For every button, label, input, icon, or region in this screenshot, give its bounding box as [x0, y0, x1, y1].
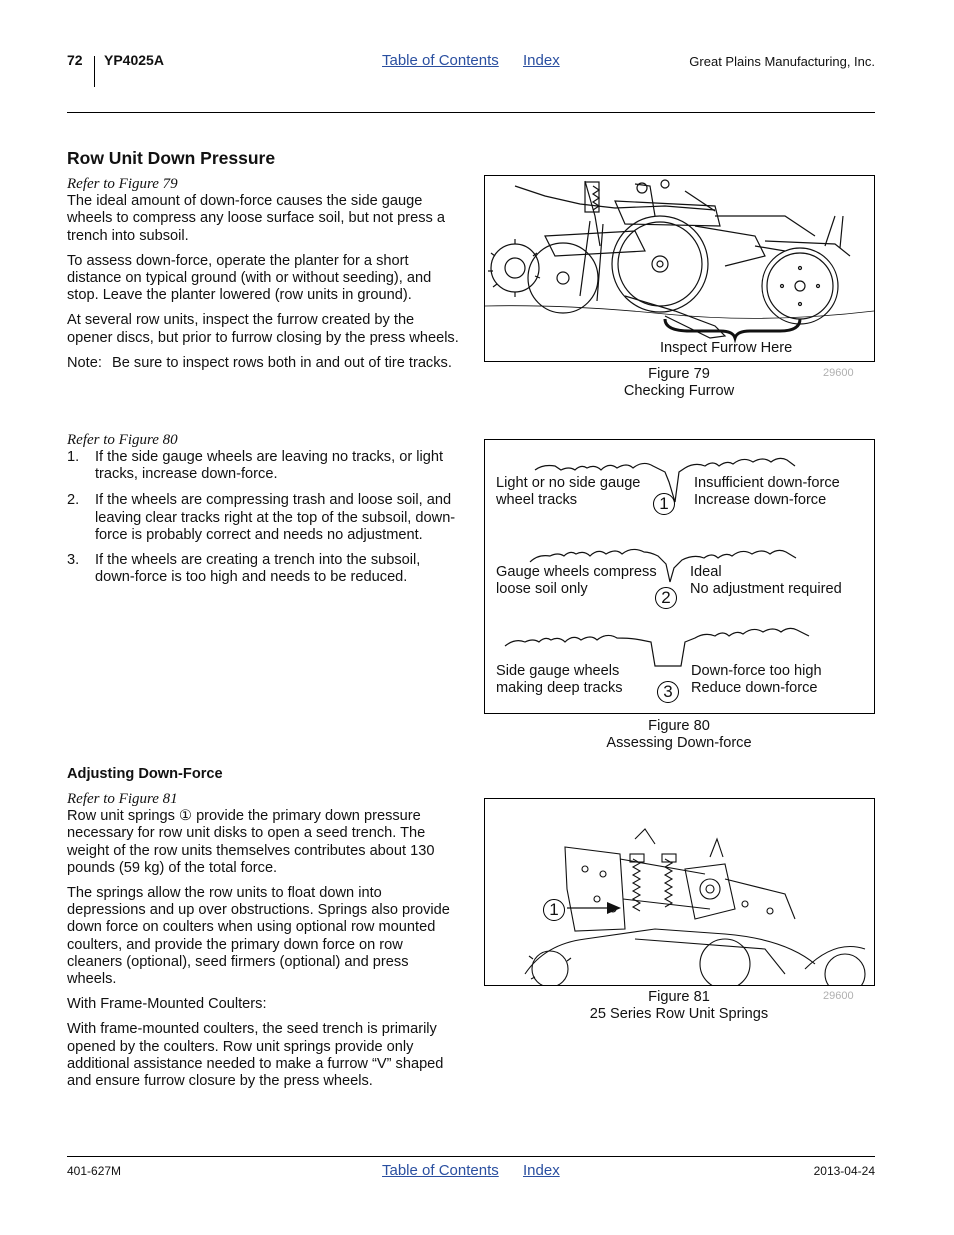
figure-caption: Checking Furrow [623, 383, 735, 400]
subsection-title: Adjusting Down-Force [67, 766, 223, 782]
note [67, 355, 459, 372]
page-number: 72 [67, 52, 83, 68]
header-divider [94, 56, 95, 87]
row2-right-line2: No adjustment required [690, 581, 842, 597]
part-number: 29600 [823, 990, 854, 1002]
figure-80-illustration [484, 439, 875, 714]
figure-number: Figure 80 [648, 718, 710, 734]
section-adjusting-down-force [67, 766, 459, 1090]
figure-81-illustration [484, 798, 875, 986]
row1-right-line1: Insufficient down-force [694, 475, 840, 491]
paragraph: To assess down-force, operate the planter for a short distance on typical ground (with or without seeding), and stop. Leave the planter lowered (row units in ground). [67, 252, 432, 304]
paragraph: The ideal amount of down-force causes the side gauge wheels to compress any loose surface soil, but not press a trench into subsoil. [67, 193, 446, 244]
adjustment-list [67, 449, 459, 586]
section-title: Row Unit Down Pressure [67, 148, 276, 168]
paragraph: With Frame-Mounted Coulters: [67, 996, 267, 1013]
section-row-unit-down-pressure [67, 150, 459, 372]
note-label: Note: [67, 354, 102, 371]
row3-left-line1: Side gauge wheels [496, 663, 620, 679]
paragraph: The springs allow the row units to float down into depressions and up over obstructions. Springs also provide down force on coulters when using optional row mounted coulters, and provide the primary down force on row cleaners (optional), seed firmers (optional) and press wheels. [67, 885, 450, 988]
row-unit-springs-drawing [485, 799, 874, 985]
row1-right-line2: Increase down-force [694, 492, 827, 508]
note-text: Be sure to inspect rows both in and out of tire tracks. [112, 354, 452, 371]
list-item: 2. If the wheels are compressing trash and loose soil, and leaving clear tracks right at the top of the subsoil, down-force is probably correct and needs no adjustment. [67, 492, 456, 543]
figure-reference: Refer to Figure 79 [67, 176, 178, 193]
callout-3: 3 [657, 679, 679, 703]
company-name: Great Plains Manufacturing, Inc. [689, 54, 875, 69]
figure-80-caption [484, 718, 874, 752]
row1-left-line2: wheel tracks [496, 492, 578, 508]
figure-caption: Assessing Down-force [606, 735, 752, 752]
callout-1: 1 [653, 491, 675, 515]
figure-79-caption [484, 366, 874, 400]
list-item: 1. If the side gauge wheels are leaving no tracks, or light tracks, increase down-force. [67, 449, 444, 483]
figure-caption: 25 Series Row Unit Springs [589, 1006, 769, 1023]
figure-81-caption [484, 989, 874, 1023]
footer-index-link[interactable]: Index [523, 1162, 560, 1179]
doc-date: 2013-04-24 [813, 1164, 875, 1178]
paragraph: With frame-mounted coulters, the seed trench is primarily opened by the coulters. Row unit springs provide only additional assistance needed to make a furrow “V” shaped and ensure furrow closure by the press wheels. [67, 1021, 444, 1090]
row2-left-line2: loose soil only [496, 581, 588, 597]
model-number: YP4025A [104, 52, 164, 68]
row2-left-line1: Gauge wheels compress [496, 564, 657, 580]
row3-right-line2: Reduce down-force [691, 680, 818, 696]
header-index-link[interactable]: Index [523, 52, 560, 69]
footer-rule [67, 1156, 875, 1157]
footer-toc-link[interactable]: Table of Contents [382, 1162, 499, 1179]
figure-reference: Refer to Figure 81 [67, 791, 178, 808]
inspect-furrow-label: Inspect Furrow Here [660, 340, 793, 356]
figure-number: Figure 81 [648, 989, 710, 1005]
paragraph: At several row units, inspect the furrow created by the opener discs, but prior to furrow closing by the press wheels. [67, 312, 459, 346]
row-unit-drawing [485, 176, 874, 361]
row3-right-line1: Down-force too high [691, 663, 822, 679]
row2-right-line1: Ideal [690, 564, 722, 580]
figure-reference: Refer to Figure 80 [67, 432, 178, 448]
list-item: 3. If the wheels are creating a trench into the subsoil, down-force is too high and needs to be reduced. [67, 552, 421, 586]
header-toc-link[interactable]: Table of Contents [382, 52, 499, 69]
header-rule [67, 112, 875, 113]
part-number: 29600 [823, 367, 854, 379]
figure-number: Figure 79 [648, 366, 710, 382]
row3-left-line2: making deep tracks [496, 680, 623, 696]
doc-number: 401-627M [67, 1164, 122, 1178]
callout-2: 2 [655, 585, 677, 609]
paragraph: Row unit springs ① provide the primary down pressure necessary for row unit disks to open a seed trench. The weight of the row units themselves contributes about 130 pounds (59 kg) of the total force. [67, 808, 435, 876]
section-figure80-instructions [67, 431, 459, 586]
row1-left-line1: Light or no side gauge [496, 475, 641, 491]
figure-79-illustration [484, 175, 875, 362]
spring-callout: 1 [543, 897, 565, 921]
